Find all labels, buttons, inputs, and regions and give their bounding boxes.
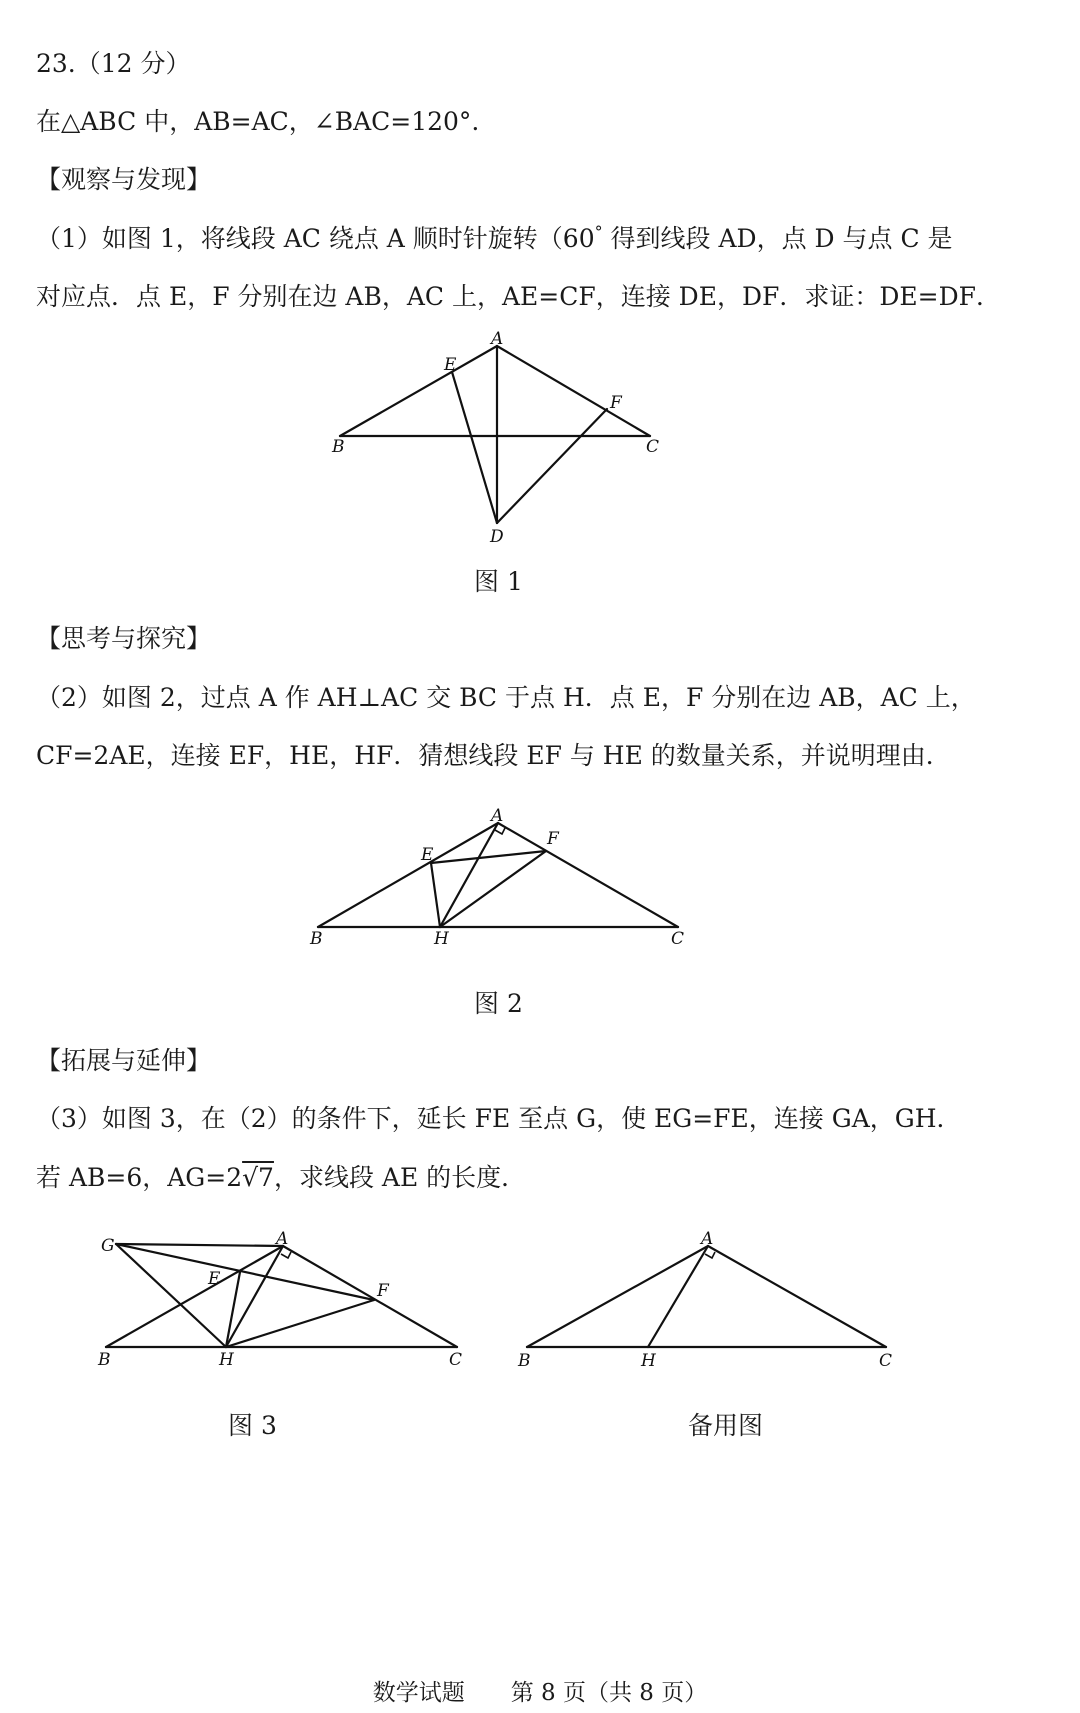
label-a: A — [701, 1229, 714, 1249]
label-f: F — [547, 829, 559, 849]
label-f: F — [610, 393, 622, 413]
segment-ac — [708, 1246, 886, 1347]
question-2-line-2: CF=2AE，连接 EF，HE，HF．猜想线段 EF 与 HE 的数量关系，并说明理由． — [36, 741, 951, 770]
segment-ah — [648, 1246, 708, 1347]
label-f: F — [377, 1281, 389, 1301]
section-observe-title: 【观察与发现】 — [36, 165, 212, 194]
label-c: C — [879, 1351, 893, 1371]
q3-text-a: 若 AB=6，AG=2 — [36, 1163, 243, 1192]
label-b: B — [332, 437, 345, 457]
label-a: A — [276, 1229, 289, 1249]
question-1-line-2: 对应点．点 E，F 分别在边 AB，AC 上，AE=CF，连接 DE，DF．求证：DE=DF． — [36, 282, 1001, 311]
label-b: B — [98, 1350, 111, 1370]
figure-spare-lines — [527, 1246, 886, 1347]
label-e: E — [421, 845, 434, 865]
question-3-line-1: （3）如图 3，在（2）的条件下，延长 FE 至点 G，使 EG=FE，连接 GA，GH． — [36, 1104, 962, 1133]
given-condition: 在△ABC 中，AB=AC，∠BAC=120°. — [36, 107, 480, 136]
degree-mark: ° — [594, 222, 603, 242]
problem-number: 23.（12 分） — [36, 49, 191, 78]
label-c: C — [449, 1350, 463, 1370]
section-think-title: 【思考与探究】 — [36, 624, 212, 653]
label-a: A — [491, 329, 504, 349]
label-h: H — [434, 929, 449, 949]
q1-text-a: （1）如图 1，将线段 AC 绕点 A 顺时针旋转（60 — [36, 224, 595, 253]
label-h: H — [219, 1350, 234, 1370]
section-extend-title: 【拓展与延伸】 — [36, 1046, 212, 1075]
page-footer: 数学试题 第 8 页（共 8 页） — [372, 1680, 708, 1706]
figure-spare-caption: 备用图 — [688, 1411, 764, 1440]
figure-2-caption: 图 2 — [474, 989, 523, 1018]
segment-ab — [527, 1246, 708, 1347]
right-angle-mark — [705, 1252, 715, 1258]
label-a: A — [491, 806, 504, 826]
label-g: G — [101, 1236, 115, 1256]
label-d: D — [490, 527, 504, 547]
q3-text-b: ，求线段 AE 的长度． — [273, 1163, 527, 1192]
label-h: H — [641, 1351, 656, 1371]
label-e: E — [444, 355, 457, 375]
question-2-line-1: （2）如图 2，过点 A 作 AH⊥AC 交 BC 于点 H．点 E，F 分别在边 AB，AC 上， — [36, 683, 976, 712]
label-b: B — [518, 1351, 531, 1371]
q1-text-b: 得到线段 AD，点 D 与点 C 是 — [602, 224, 953, 253]
label-b: B — [310, 929, 323, 949]
label-e: E — [208, 1269, 221, 1289]
label-c: C — [646, 437, 660, 457]
label-c: C — [671, 929, 685, 949]
sqrt-seven: √7 — [242, 1163, 274, 1192]
figure-3-caption: 图 3 — [228, 1411, 277, 1440]
figure-1-caption: 图 1 — [474, 567, 523, 596]
